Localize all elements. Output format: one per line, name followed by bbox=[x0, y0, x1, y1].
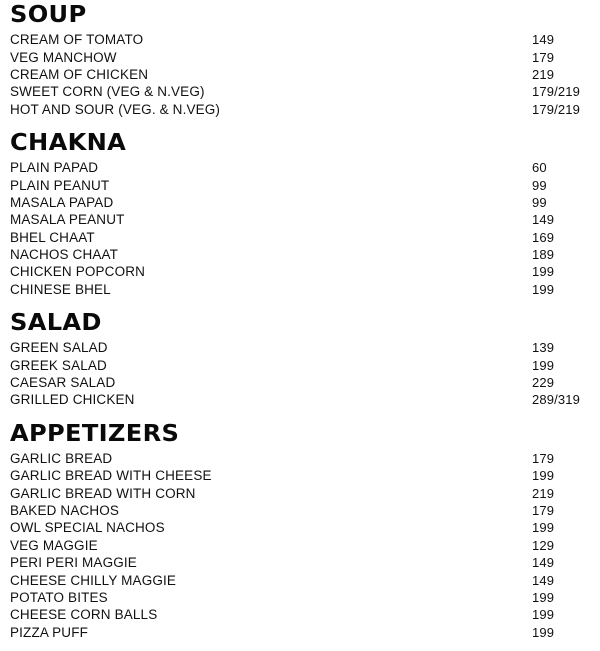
section-salad bbox=[10, 308, 590, 409]
item-name: GRILLED CHICKEN bbox=[10, 392, 135, 408]
item-price: 219 bbox=[532, 66, 555, 82]
menu-item bbox=[10, 339, 590, 356]
item-price: 60 bbox=[532, 160, 547, 176]
item-price: 199 bbox=[532, 468, 555, 484]
item-name: MASALA PAPAD bbox=[10, 194, 114, 210]
menu-item bbox=[10, 31, 590, 48]
menu-item bbox=[10, 246, 590, 263]
section-title: APPETIZERS bbox=[10, 420, 180, 447]
menu-item bbox=[10, 281, 590, 298]
item-price: 139 bbox=[532, 340, 555, 356]
item-price: 199 bbox=[532, 357, 555, 373]
item-price: 99 bbox=[532, 194, 547, 210]
item-price: 129 bbox=[532, 537, 555, 553]
item-name: CREAM OF CHICKEN bbox=[10, 66, 149, 82]
item-name: BHEL CHAAT bbox=[10, 229, 95, 245]
item-price: 199 bbox=[532, 281, 555, 297]
menu-item bbox=[10, 194, 590, 211]
item-name: VEG MANCHOW bbox=[10, 49, 117, 65]
item-name: CREAM OF TOMATO bbox=[10, 32, 144, 48]
item-name: GREEN SALAD bbox=[10, 340, 108, 356]
menu-item bbox=[10, 263, 590, 280]
item-price: 179 bbox=[532, 49, 555, 65]
item-name: VEG MAGGIE bbox=[10, 537, 98, 553]
section-title: CHAKNA bbox=[10, 129, 127, 156]
item-price: 229 bbox=[532, 375, 555, 391]
item-list bbox=[10, 450, 590, 641]
item-price: 189 bbox=[532, 247, 555, 263]
menu-item bbox=[10, 484, 590, 501]
item-name: CHEESE CHILLY MAGGIE bbox=[10, 572, 177, 588]
item-name: PLAIN PEANUT bbox=[10, 177, 110, 193]
menu-item bbox=[10, 48, 590, 65]
section-appetizers bbox=[10, 419, 590, 641]
menu-item bbox=[10, 176, 590, 193]
menu-item bbox=[10, 229, 590, 246]
menu-item bbox=[10, 554, 590, 571]
menu-item bbox=[10, 624, 590, 641]
item-price: 169 bbox=[532, 229, 555, 245]
item-price: 149 bbox=[532, 212, 555, 228]
item-name: CAESAR SALAD bbox=[10, 375, 116, 391]
item-name: POTATO BITES bbox=[10, 589, 108, 605]
section-title: SALAD bbox=[10, 310, 102, 337]
item-name: NACHOS CHAAT bbox=[10, 247, 119, 263]
menu-item bbox=[10, 606, 590, 623]
menu-item bbox=[10, 101, 590, 118]
item-list bbox=[10, 159, 590, 298]
menu-item bbox=[10, 571, 590, 588]
section-title: SOUP bbox=[10, 2, 87, 28]
item-name: GARLIC BREAD WITH CHEESE bbox=[10, 468, 212, 484]
item-name: GREEK SALAD bbox=[10, 357, 107, 373]
menu-item bbox=[10, 159, 590, 176]
item-price: 179/219 bbox=[532, 101, 581, 117]
item-list bbox=[10, 31, 590, 118]
item-name: GARLIC BREAD WITH CORN bbox=[10, 485, 196, 501]
menu-item bbox=[10, 374, 590, 391]
item-name: SWEET CORN (VEG & N.VEG) bbox=[10, 84, 205, 100]
menu-item bbox=[10, 83, 590, 100]
menu-item bbox=[10, 537, 590, 554]
item-name: HOT AND SOUR (VEG. & N.VEG) bbox=[10, 101, 221, 117]
section-chakna bbox=[10, 128, 590, 298]
item-price: 179/219 bbox=[532, 84, 581, 100]
item-name: CHICKEN POPCORN bbox=[10, 264, 146, 280]
item-price: 99 bbox=[532, 177, 547, 193]
item-name: CHEESE CORN BALLS bbox=[10, 607, 158, 623]
item-name: PLAIN PAPAD bbox=[10, 160, 99, 176]
item-name: MASALA PEANUT bbox=[10, 212, 125, 228]
item-price: 289/319 bbox=[532, 392, 581, 408]
item-name: BAKED NACHOS bbox=[10, 503, 120, 518]
menu-item bbox=[10, 450, 590, 467]
menu-item bbox=[10, 356, 590, 373]
item-price: 199 bbox=[532, 589, 555, 605]
item-price: 149 bbox=[532, 572, 555, 588]
item-price: 179 bbox=[532, 450, 555, 466]
item-name: GARLIC BREAD bbox=[10, 450, 113, 466]
menu-item bbox=[10, 519, 590, 536]
item-name: PERI PERI MAGGIE bbox=[10, 555, 137, 571]
menu-item bbox=[10, 467, 590, 484]
item-price: 219 bbox=[532, 485, 555, 501]
item-price: 149 bbox=[532, 555, 555, 571]
menu-item bbox=[10, 391, 590, 408]
item-price: 149 bbox=[532, 32, 555, 48]
menu-item bbox=[10, 502, 590, 519]
item-price: 199 bbox=[532, 520, 555, 536]
item-list bbox=[10, 339, 590, 409]
item-name: PIZZA PUFF bbox=[10, 624, 89, 640]
item-price: 199 bbox=[532, 624, 555, 640]
item-price: 199 bbox=[532, 264, 555, 280]
section-soup bbox=[10, 0, 590, 118]
item-name: OWL SPECIAL NACHOS bbox=[10, 520, 165, 536]
item-price: 179 bbox=[532, 503, 555, 518]
item-name: CHINESE BHEL bbox=[10, 281, 111, 297]
menu-item bbox=[10, 66, 590, 83]
menu-page bbox=[10, 0, 590, 651]
item-price: 199 bbox=[532, 607, 555, 623]
menu-item bbox=[10, 211, 590, 228]
menu-item bbox=[10, 589, 590, 606]
